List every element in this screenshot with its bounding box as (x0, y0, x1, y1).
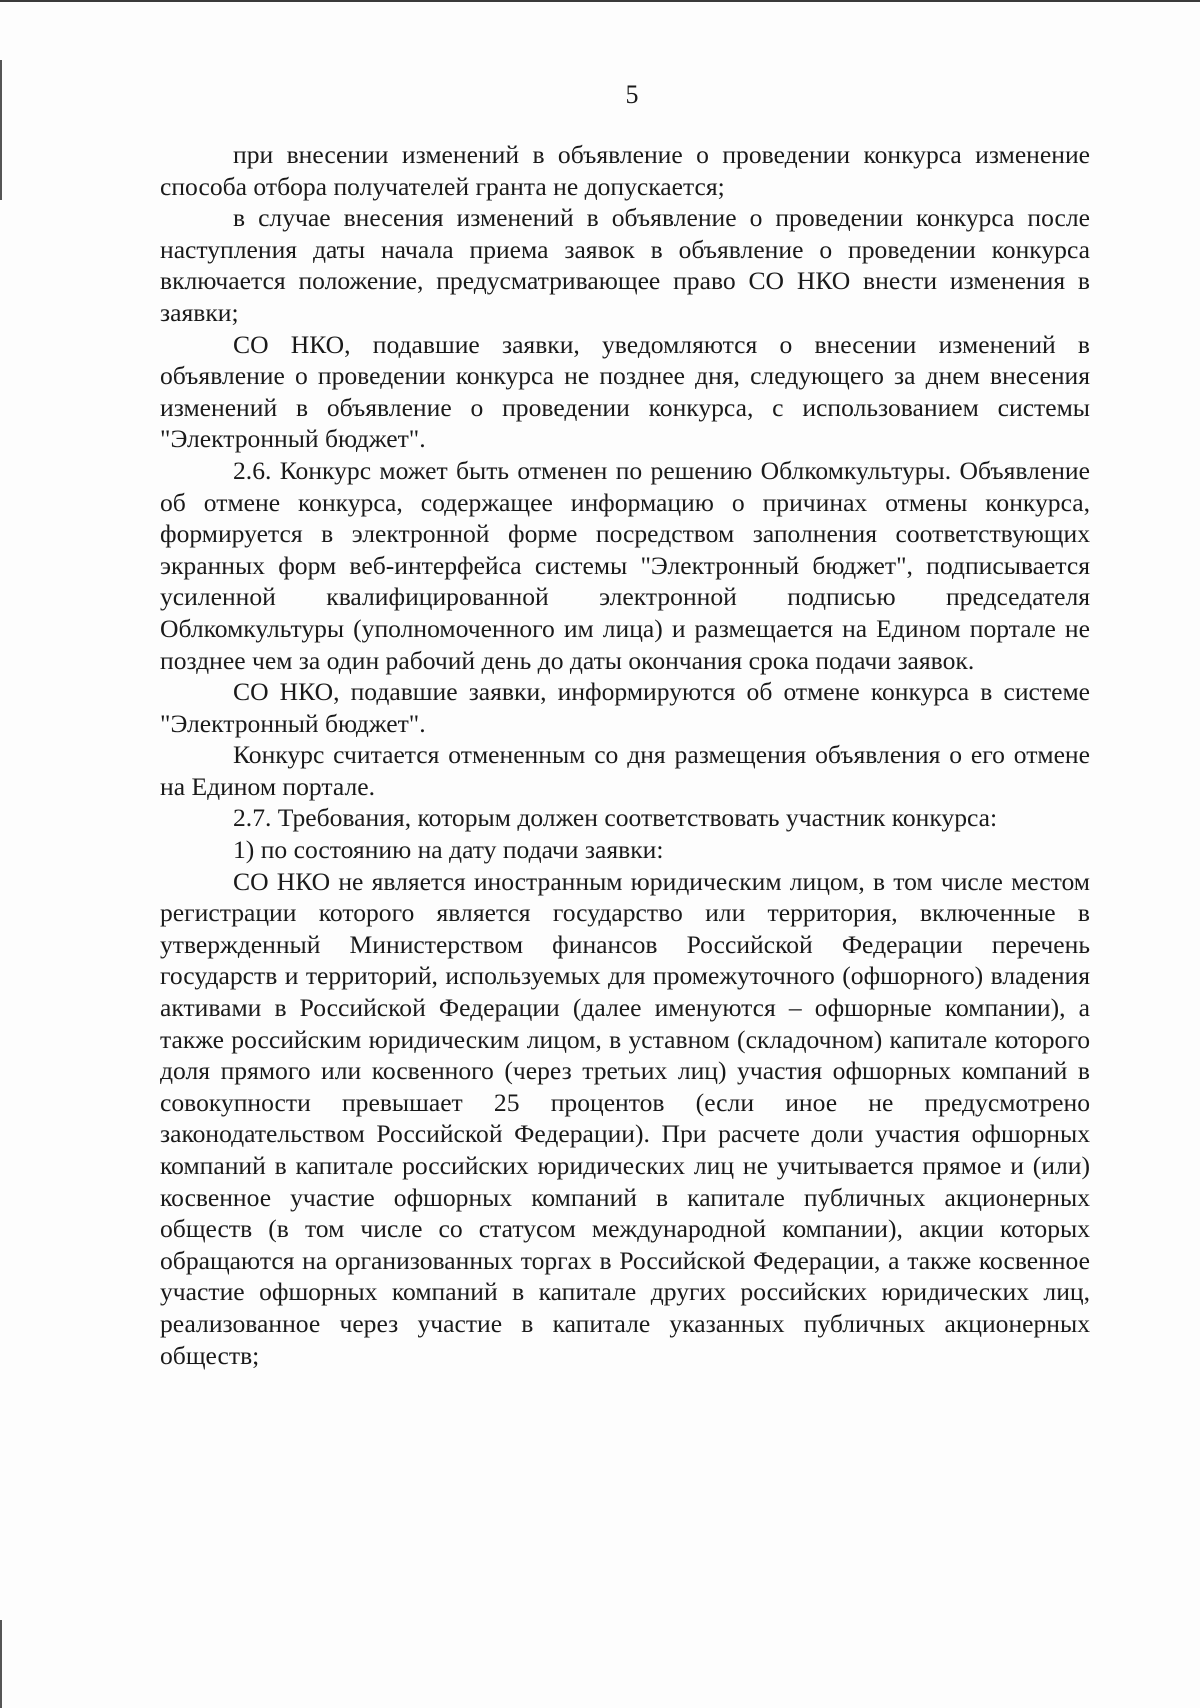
scan-edge-left-lower (0, 1620, 2, 1708)
page-number: 5 (625, 80, 639, 109)
paragraph: 1) по состоянию на дату подачи заявки: (233, 835, 664, 865)
paragraph: СО НКО, подавшие заявки, информируются об отмене конкурса в системе "Электронный бюджет". (160, 677, 1090, 738)
paragraph: СО НКО не является иностранным юридическим лицом, в том числе местом регистрации которого является государство или территория, включенные в утвержденный Министерством финансов Российской Федерации перечень государств и территорий, используемых для промежуточного (офшорного) владения активами в Российской Федерации (далее именуются – офшорные компании), а также российским юридическим лицом, в уставном (складочном) капитале которого доля прямого или косвенного (через третьих лиц) участия офшорных компаний в совокупности превышает 25 процентов (если иное не предусмотрено законодательством Российской Федерации). При расчете доли участия офшорных компаний в капитале российских юридических лиц не учитывается прямое и (или) косвенное участие офшорных компаний в капитале публичных акционерных обществ (в том числе со статусом международной компании), акции которых обращаются на организованных торгах в Российской Федерации, а также косвенное участие офшорных компаний в капитале других российских юридических лиц, реализованное через участие в капитале указанных публичных акционерных обществ; (160, 866, 1090, 1370)
paragraph: при внесении изменений в объявление о проведении конкурса изменение способа отбора получателей гранта не допускается; (160, 140, 1090, 201)
paragraph: СО НКО, подавшие заявки, уведомляются о внесении изменений в объявление о проведении конкурса не позднее дня, следующего за днем внесения изменений в объявление о проведении конкурса, с использованием системы "Электронный бюджет". (160, 329, 1090, 454)
document-body (160, 139, 1090, 1371)
paragraph: Конкурс считается отмененным со дня размещения объявления о его отмене на Едином портале. (160, 740, 1090, 801)
paragraph: 2.6. Конкурс может быть отменен по решению Облкомкультуры. Объявление об отмене конкурса, содержащее информацию о причинах отмены конкурса, формируется в электронной форме посредством заполнения соответствующих экранных форм веб-интерфейса системы "Электронный бюджет", подписывается усиленной квалифицированной электронной подписью председателя Облкомкультуры (уполномоченного им лица) и размещается на Едином портале не позднее чем за один рабочий день до даты окончания срока подачи заявок. (160, 455, 1090, 675)
paragraph: в случае внесения изменений в объявление о проведении конкурса после наступления даты начала приема заявок в объявление о проведении конкурса включается положение, предусматривающее право СО НКО внести изменения в заявки; (160, 203, 1090, 327)
paragraph: 2.7. Требования, которым должен соответствовать участник конкурса: (233, 803, 998, 833)
scan-edge-top (0, 0, 1200, 2)
